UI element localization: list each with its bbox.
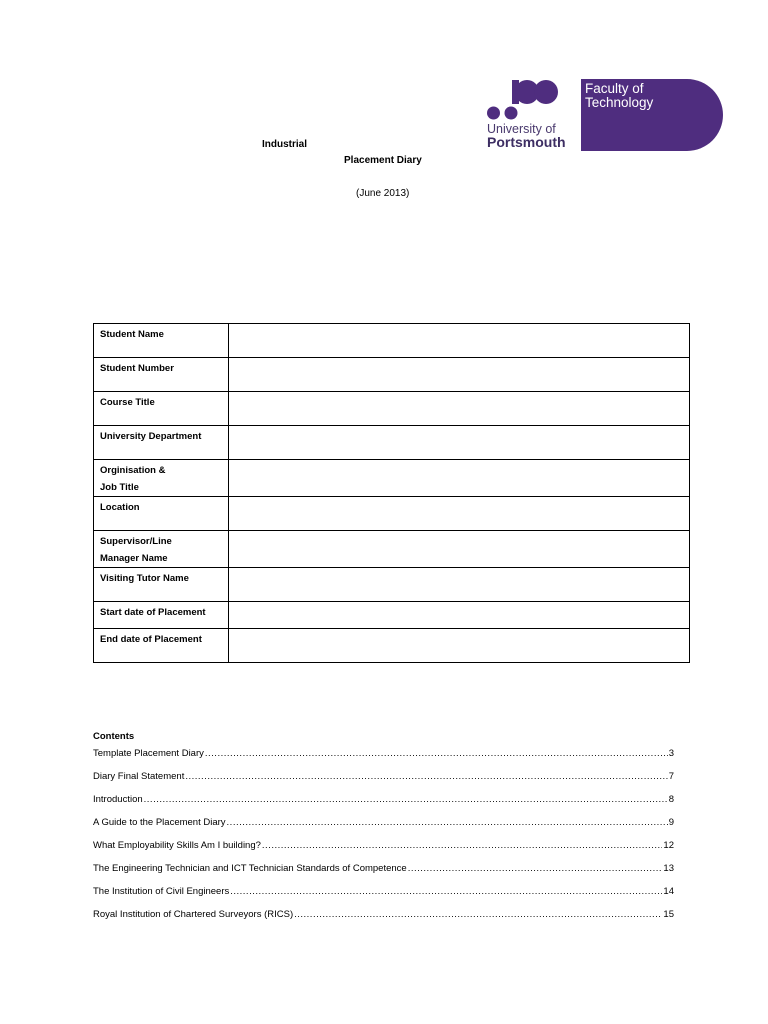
toc-entry-page: 14: [663, 886, 674, 897]
table-of-contents: [93, 731, 674, 932]
faculty-line-1: Faculty of: [585, 81, 644, 96]
field-value-cell[interactable]: [229, 629, 690, 663]
field-value-cell[interactable]: [229, 602, 690, 629]
field-label-line: Location: [100, 502, 140, 513]
field-label-cell: [94, 460, 229, 497]
field-label-line: University Department: [100, 431, 202, 442]
contents-heading: Contents: [93, 731, 135, 742]
table-row: [94, 460, 690, 497]
field-label: [94, 392, 228, 411]
table-row: [94, 324, 690, 358]
university-logo: [487, 79, 723, 151]
toc-entry[interactable]: [93, 817, 674, 840]
field-label: [94, 460, 228, 496]
logo-dots-icon: [487, 79, 567, 121]
toc-entry[interactable]: [93, 748, 674, 771]
field-label-line: Job Title: [100, 482, 139, 493]
field-label-cell: [94, 358, 229, 392]
faculty-line-2: Technology: [585, 95, 654, 110]
field-label-line: Manager Name: [100, 553, 168, 564]
field-label-cell: [94, 426, 229, 460]
table-row: [94, 568, 690, 602]
table-row: [94, 426, 690, 460]
field-value-cell[interactable]: [229, 426, 690, 460]
toc-entry-label: A Guide to the Placement Diary: [93, 817, 226, 828]
field-label-line: Visiting Tutor Name: [100, 573, 189, 584]
table-row: [94, 629, 690, 663]
toc-leader-dots: [205, 748, 668, 759]
university-name: [487, 123, 582, 149]
title-date: (June 2013): [356, 188, 410, 199]
field-label-line: Course Title: [100, 397, 155, 408]
field-value-cell[interactable]: [229, 568, 690, 602]
toc-entry[interactable]: [93, 840, 674, 863]
student-info-table: [93, 323, 690, 663]
field-label-line: Orginisation &: [100, 465, 166, 476]
field-label: [94, 426, 228, 445]
toc-entry-page: 15: [663, 909, 674, 920]
field-label-line: End date of Placement: [100, 634, 202, 645]
toc-entry-page: 9: [668, 817, 674, 828]
field-label-line: Supervisor/Line: [100, 536, 172, 547]
toc-entry[interactable]: [93, 886, 674, 909]
student-info-body: [94, 324, 690, 663]
field-label: [94, 497, 228, 516]
toc-list: [93, 748, 674, 932]
toc-entry-page: 7: [668, 771, 674, 782]
field-label-cell: [94, 568, 229, 602]
field-value-cell[interactable]: [229, 497, 690, 531]
toc-entry-label: What Employability Skills Am I building?: [93, 840, 261, 851]
table-row: [94, 358, 690, 392]
toc-entry-page: 3: [668, 748, 674, 759]
table-row: [94, 531, 690, 568]
field-label: [94, 568, 228, 587]
field-label-line: Start date of Placement: [100, 607, 206, 618]
field-label: [94, 602, 228, 621]
faculty-banner: [581, 79, 723, 151]
university-line-2: Portsmouth: [487, 134, 566, 150]
table-row: [94, 392, 690, 426]
table-row: [94, 497, 690, 531]
toc-entry-page: 12: [663, 840, 674, 851]
field-label: [94, 324, 228, 343]
field-label: [94, 358, 228, 377]
toc-leader-dots: [294, 909, 662, 920]
toc-leader-dots: [185, 771, 667, 782]
toc-entry-label: Introduction: [93, 794, 143, 805]
toc-entry-page: 13: [663, 863, 674, 874]
university-line-1: University of: [487, 122, 556, 136]
toc-entry-label: Template Placement Diary: [93, 748, 204, 759]
toc-leader-dots: [230, 886, 662, 897]
toc-entry-label: Royal Institution of Chartered Surveyors (RICS): [93, 909, 294, 920]
field-label-cell: [94, 531, 229, 568]
toc-leader-dots: [227, 817, 668, 828]
toc-entry[interactable]: [93, 794, 674, 817]
title-line-1: Industrial: [262, 139, 308, 150]
field-label-cell: [94, 497, 229, 531]
toc-leader-dots: [262, 840, 663, 851]
field-label-cell: [94, 629, 229, 663]
faculty-name: [585, 82, 685, 110]
table-row: [94, 602, 690, 629]
toc-entry[interactable]: [93, 909, 674, 932]
field-value-cell[interactable]: [229, 531, 690, 568]
title-line-2: Placement Diary: [344, 155, 422, 166]
toc-entry[interactable]: [93, 863, 674, 886]
field-label: [94, 629, 228, 648]
field-label-cell: [94, 392, 229, 426]
field-label-line: Student Name: [100, 329, 164, 340]
toc-entry-label: The Engineering Technician and ICT Technician Standards of Competence: [93, 863, 407, 874]
field-label-line: Student Number: [100, 363, 174, 374]
toc-entry[interactable]: [93, 771, 674, 794]
field-label: [94, 531, 228, 567]
field-value-cell[interactable]: [229, 358, 690, 392]
toc-entry-label: Diary Final Statement: [93, 771, 185, 782]
field-value-cell[interactable]: [229, 392, 690, 426]
field-label-cell: [94, 602, 229, 629]
field-label-cell: [94, 324, 229, 358]
field-value-cell[interactable]: [229, 460, 690, 497]
toc-leader-dots: [408, 863, 663, 874]
toc-entry-label: The Institution of Civil Engineers: [93, 886, 230, 897]
toc-entry-page: 8: [668, 794, 674, 805]
field-value-cell[interactable]: [229, 324, 690, 358]
toc-leader-dots: [144, 794, 668, 805]
